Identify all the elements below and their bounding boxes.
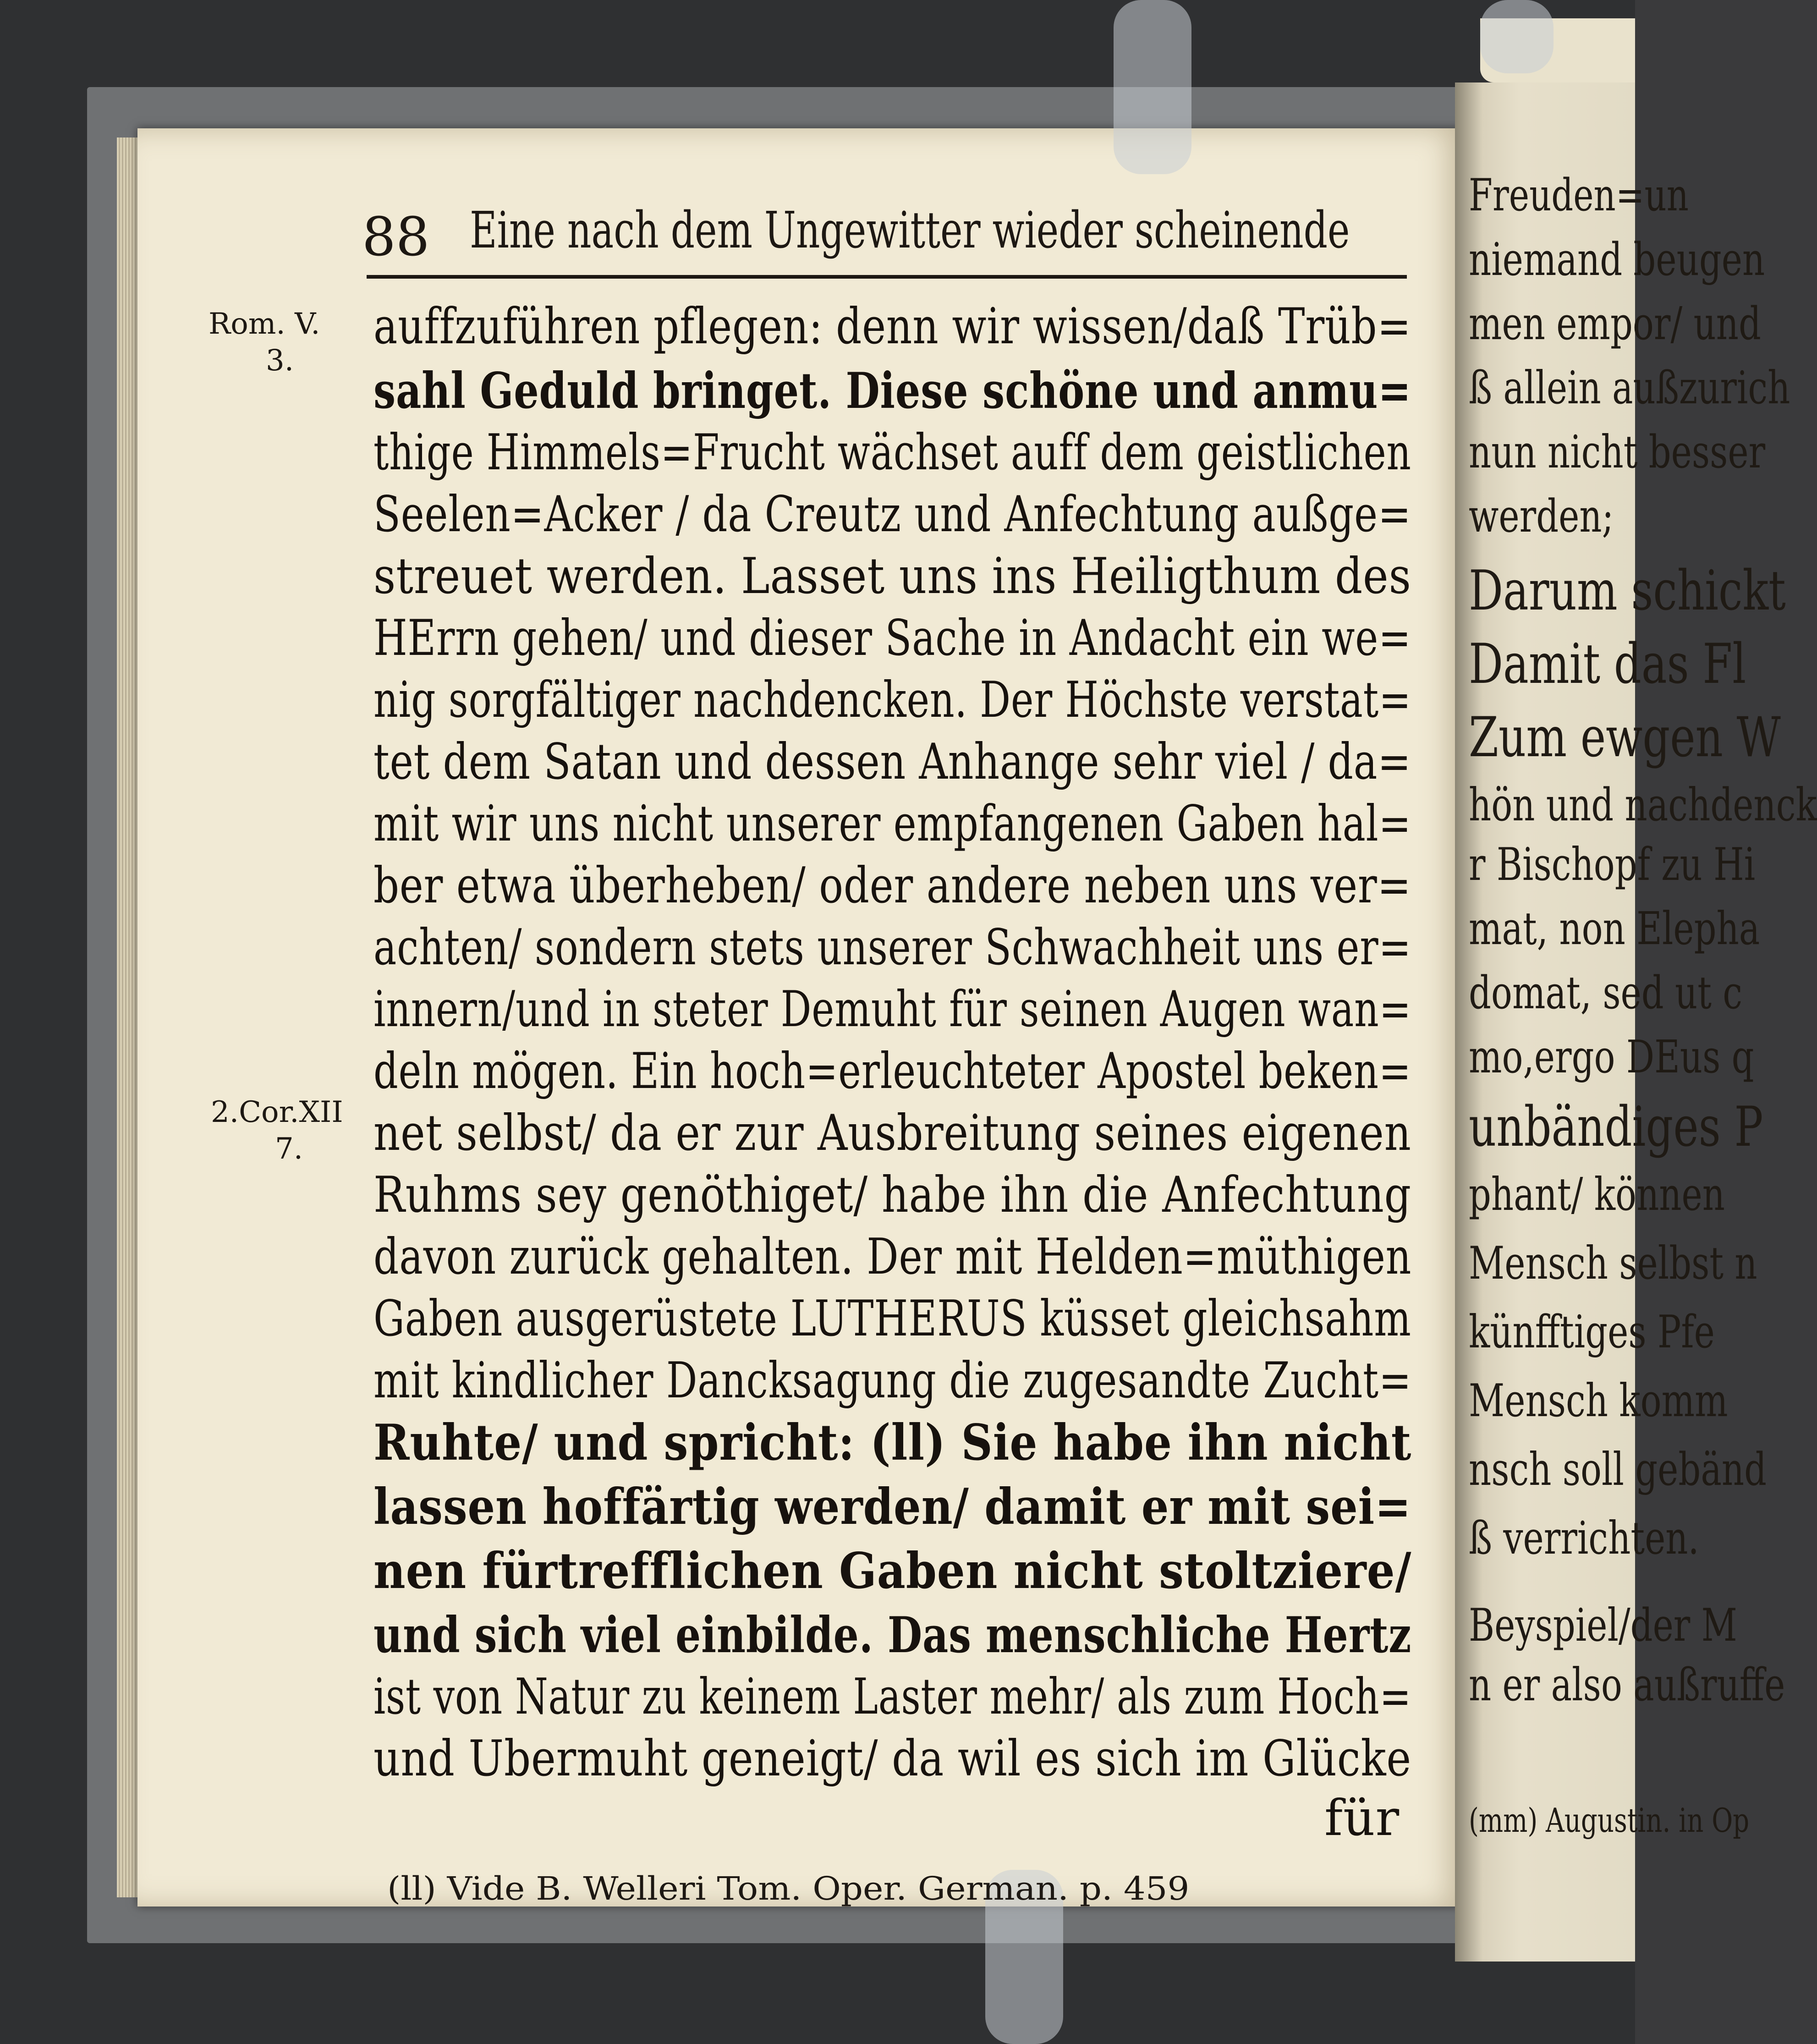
text-line: Seelen=Acker / da Creutz und Anfechtung außge= — [373, 486, 1411, 543]
facing-line: werden; — [1469, 490, 1614, 543]
text-line: net selbst/ da er zur Ausbreitung seines eigenen — [373, 1104, 1411, 1162]
text-line: Ruhms sey genöthiget/ habe ihn die Anfechtung — [373, 1166, 1411, 1224]
facing-line: ß allein außzurich — [1469, 362, 1790, 414]
text-line: HErrn gehen/ und dieser Sache in Andacht ein we= — [373, 610, 1411, 667]
facing-line: Beyspiel/der M — [1469, 1599, 1737, 1652]
facing-line: mat, non Elepha — [1469, 903, 1760, 955]
text-line: lassen hoffärtig werden/ damit er mit sei= — [373, 1478, 1411, 1536]
page-clip-top-right — [1480, 0, 1554, 73]
text-line: achten/ sondern stets unserer Schwachheit uns er= — [373, 919, 1411, 976]
margin-note-verse: 3. — [266, 344, 294, 378]
text-line: davon zurück gehalten. Der mit Helden=müthigen — [373, 1228, 1412, 1286]
facing-line: Darum schickt — [1469, 559, 1786, 623]
facing-line: hön und nachdenck — [1469, 779, 1817, 831]
facing-line: phant/ können — [1469, 1169, 1725, 1221]
text-line: Gaben ausgerüstete LUTHERUS küsset gleichsahm — [373, 1290, 1411, 1347]
text-line: auffzuführen pflegen: denn wir wissen/daß Trüb= — [373, 298, 1411, 355]
facing-line: unbändiges P — [1469, 1095, 1763, 1159]
facing-line: ß verrichten. — [1469, 1512, 1699, 1565]
facing-line: Freuden=un — [1469, 170, 1689, 221]
text-line: ist von Natur zu keinem Laster mehr/ als zum Hoch= — [373, 1668, 1411, 1725]
facing-line: Mensch komm — [1469, 1375, 1728, 1427]
facing-line: domat, sed ut c — [1469, 967, 1743, 1019]
text-line: innern/und in steter Demuht für seinen Augen wan= — [373, 981, 1412, 1038]
text-line: ber etwa überheben/ oder andere neben uns ver= — [373, 857, 1411, 914]
footnote: (ll) Vide B. Welleri Tom. Oper. German. p. 459 — [387, 1870, 1190, 1907]
page-number: 88 — [362, 206, 430, 268]
facing-line: Mensch selbst n — [1469, 1237, 1757, 1290]
facing-line: n er also außruffe — [1469, 1659, 1785, 1711]
text-line: streuet werden. Lasset uns ins Heiligthum des — [373, 548, 1411, 605]
text-line: mit kindlicher Dancksagung die zugesandte Zucht= — [373, 1352, 1412, 1409]
text-line: deln mögen. Ein hoch=erleuchteter Apostel beken= — [373, 1043, 1411, 1100]
facing-line: Damit das Fl — [1469, 632, 1746, 696]
margin-note-ref: Rom. V. — [209, 307, 320, 341]
facing-line: nun nicht besser — [1469, 426, 1766, 478]
facing-line: mo,ergo DEus q — [1469, 1031, 1754, 1083]
text-line: tet dem Satan und dessen Anhange sehr viel / da= — [373, 733, 1411, 791]
facing-line: men empor/ und — [1469, 298, 1761, 350]
text-line: thige Himmels=Frucht wächset auff dem geistlichen — [373, 424, 1411, 481]
facing-line: nsch soll gebänd — [1469, 1444, 1767, 1496]
header-rule — [367, 275, 1407, 279]
facing-line: niemand beugen — [1469, 234, 1765, 286]
text-line: nen fürtrefflichen Gaben nicht stoltziere/ — [373, 1542, 1412, 1600]
margin-note-verse: 7. — [275, 1132, 303, 1166]
text-line: Ruhte/ und spricht: (ll) Sie habe ihn nicht — [373, 1414, 1412, 1472]
text-line: und Ubermuht geneigt/ da wil es sich im Glücke — [373, 1730, 1412, 1787]
text-line: und sich viel einbilde. Das menschliche Hertz — [373, 1606, 1412, 1664]
facing-line: künfftiges Pfe — [1469, 1306, 1715, 1358]
text-line: mit wir uns nicht unserer empfangenen Gaben hal= — [373, 795, 1411, 852]
facing-page — [1455, 82, 1817, 1962]
margin-note-ref: 2.Cor.XII — [211, 1095, 343, 1129]
text-line: nig sorgfältiger nachdencken. Der Höchste verstat= — [373, 671, 1411, 729]
facing-line: r Bischopf zu Hi — [1469, 839, 1756, 891]
facing-line: (mm) Augustin. in Op — [1469, 1801, 1750, 1840]
running-title: Eine nach dem Ungewitter wieder scheinende — [470, 201, 1350, 259]
page-clip-top — [1114, 0, 1191, 174]
catchword: für — [1324, 1790, 1400, 1847]
text-line: sahl Geduld bringet. Diese schöne und anmu= — [373, 362, 1411, 420]
facing-line: Zum ewgen W — [1469, 706, 1781, 769]
